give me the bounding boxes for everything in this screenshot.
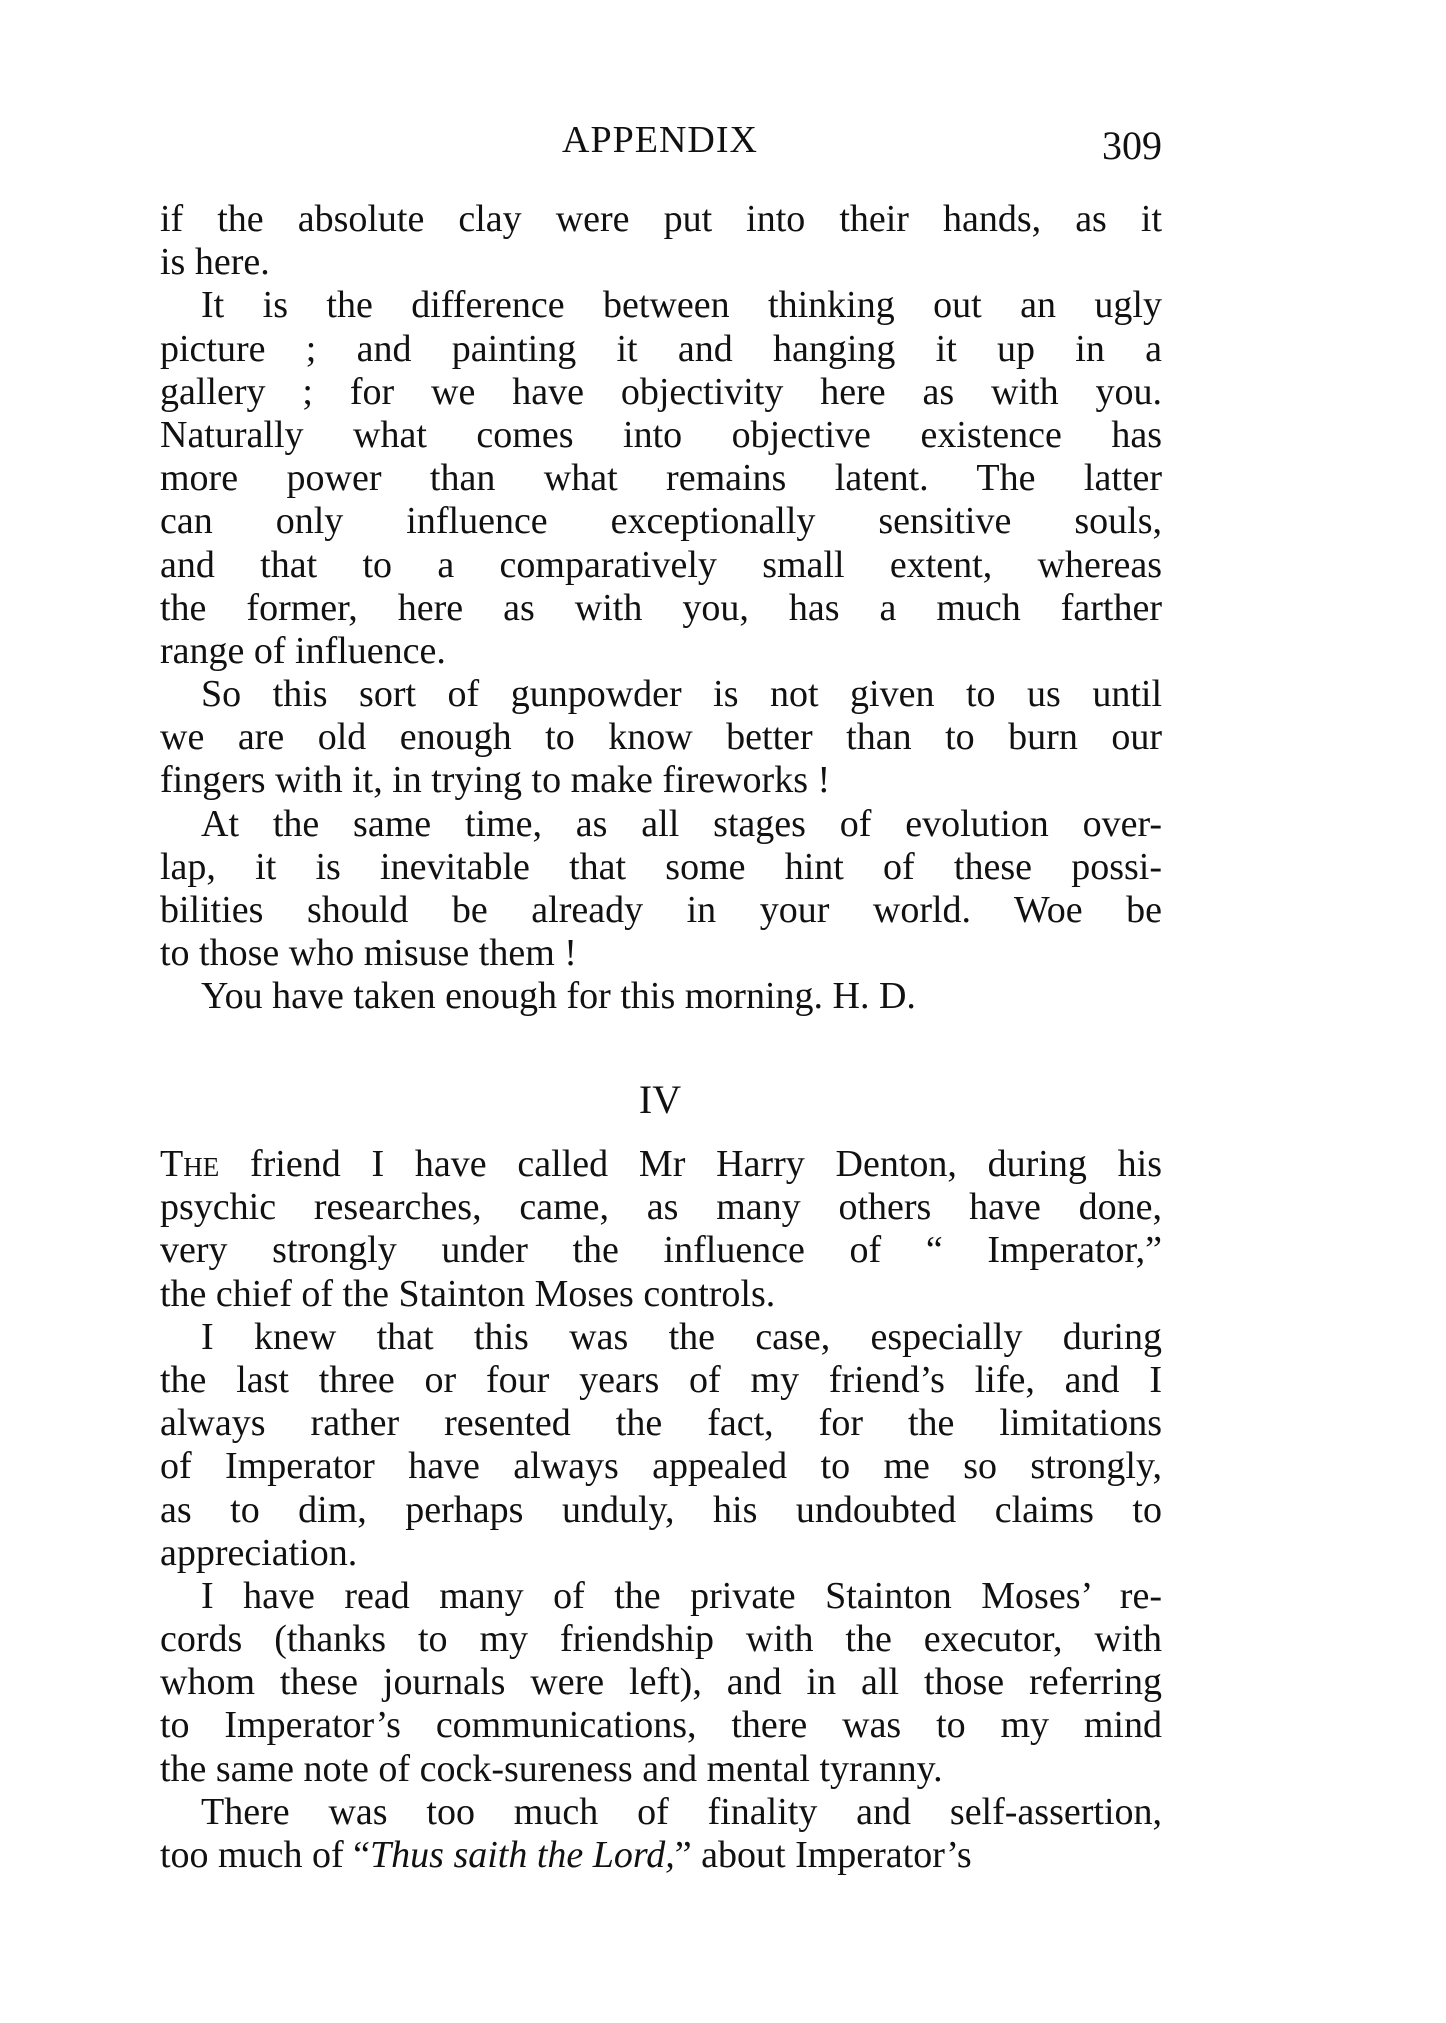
- paragraph: [160, 284, 1162, 673]
- text-line: I knew that this was the case, especially during: [201, 1315, 1162, 1358]
- text-line: There was too much of finality and self-assertion,: [201, 1790, 1162, 1833]
- text-line: whom these journals were left), and in all those referring: [160, 1661, 1162, 1704]
- italic-text: Thus saith the Lord,: [370, 1834, 675, 1876]
- text-line: can only influence exceptionally sensitive souls,: [160, 500, 1162, 543]
- section-heading: IV: [638, 1077, 682, 1122]
- text-line: to Imperator’s communications, there was to my mind: [160, 1704, 1162, 1747]
- text-line: So this sort of gunpowder is not given to us until: [201, 673, 1162, 716]
- text-segment: too much of “: [160, 1834, 371, 1876]
- text-segment: ” about Imperator’s: [674, 1834, 972, 1876]
- text-line: fingers with it, in trying to make fireworks !: [160, 759, 831, 802]
- running-head: [0, 118, 1446, 168]
- text-line: [160, 1834, 1162, 1877]
- paragraph: [160, 803, 1162, 976]
- text-line: [160, 1143, 1162, 1186]
- text-line: the same note of cock-sureness and mental tyranny.: [160, 1747, 943, 1790]
- text-line: of Imperator have always appealed to me so strongly,: [160, 1445, 1162, 1488]
- text-line: lap, it is inevitable that some hint of these possi-: [160, 845, 1162, 888]
- paragraph: [160, 1143, 1162, 1316]
- text-line: Naturally what comes into objective existence has: [160, 413, 1162, 456]
- text-line: the chief of the Stainton Moses controls.: [160, 1272, 776, 1315]
- text-line: as to dim, perhaps unduly, his undoubted claims to: [160, 1488, 1162, 1531]
- paragraph: [160, 198, 1162, 284]
- text-line: picture ; and painting it and hanging it up in a: [160, 327, 1162, 370]
- text-line: It is the difference between thinking out an ugly: [201, 284, 1162, 327]
- paragraph: [160, 673, 1162, 803]
- text-line: bilities should be already in your world. Woe be: [160, 889, 1162, 931]
- text-line: gallery ; for we have objectivity here as with you.: [160, 370, 1162, 413]
- text-line: is here.: [160, 241, 270, 284]
- running-head-title: APPENDIX: [562, 119, 758, 161]
- text-line: the last three or four years of my friend’s life, and I: [160, 1358, 1162, 1401]
- text-line: and that to a comparatively small extent, whereas: [160, 543, 1162, 586]
- paragraph: [160, 1791, 1162, 1877]
- text-line: appreciation.: [160, 1531, 358, 1574]
- smallcaps-text: The: [160, 1143, 220, 1185]
- text-line: psychic researches, came, as many others have done,: [160, 1186, 1162, 1229]
- text-line: more power than what remains latent. The latter: [160, 457, 1162, 500]
- text-line: I have read many of the private Stainton Moses’ re-: [201, 1574, 1162, 1617]
- paragraph: [160, 975, 1162, 1018]
- text-line: if the absolute clay were put into their hands, as it: [160, 198, 1162, 240]
- text-segment: friend I have called Mr Harry Denton, during his: [219, 1143, 1162, 1185]
- text-line: we are old enough to know better than to burn our: [160, 716, 1162, 759]
- text-line: to those who misuse them !: [160, 932, 577, 975]
- text-line: cords (thanks to my friendship with the executor, with: [160, 1618, 1162, 1661]
- text-line: At the same time, as all stages of evolution over-: [201, 802, 1162, 845]
- text-line: You have taken enough for this morning. H. D.: [201, 975, 916, 1018]
- text-block-top: [160, 198, 1162, 1019]
- text-line: always rather resented the fact, for the limitations: [160, 1402, 1162, 1445]
- text-line: range of influence.: [160, 629, 446, 672]
- text-line: the former, here as with you, has a much farther: [160, 586, 1162, 629]
- text-line: very strongly under the influence of “ Imperator,”: [160, 1229, 1162, 1272]
- text-block-bottom: [160, 1143, 1162, 1877]
- page-number: 309: [1102, 123, 1162, 168]
- paragraph: [160, 1316, 1162, 1575]
- paragraph: [160, 1575, 1162, 1791]
